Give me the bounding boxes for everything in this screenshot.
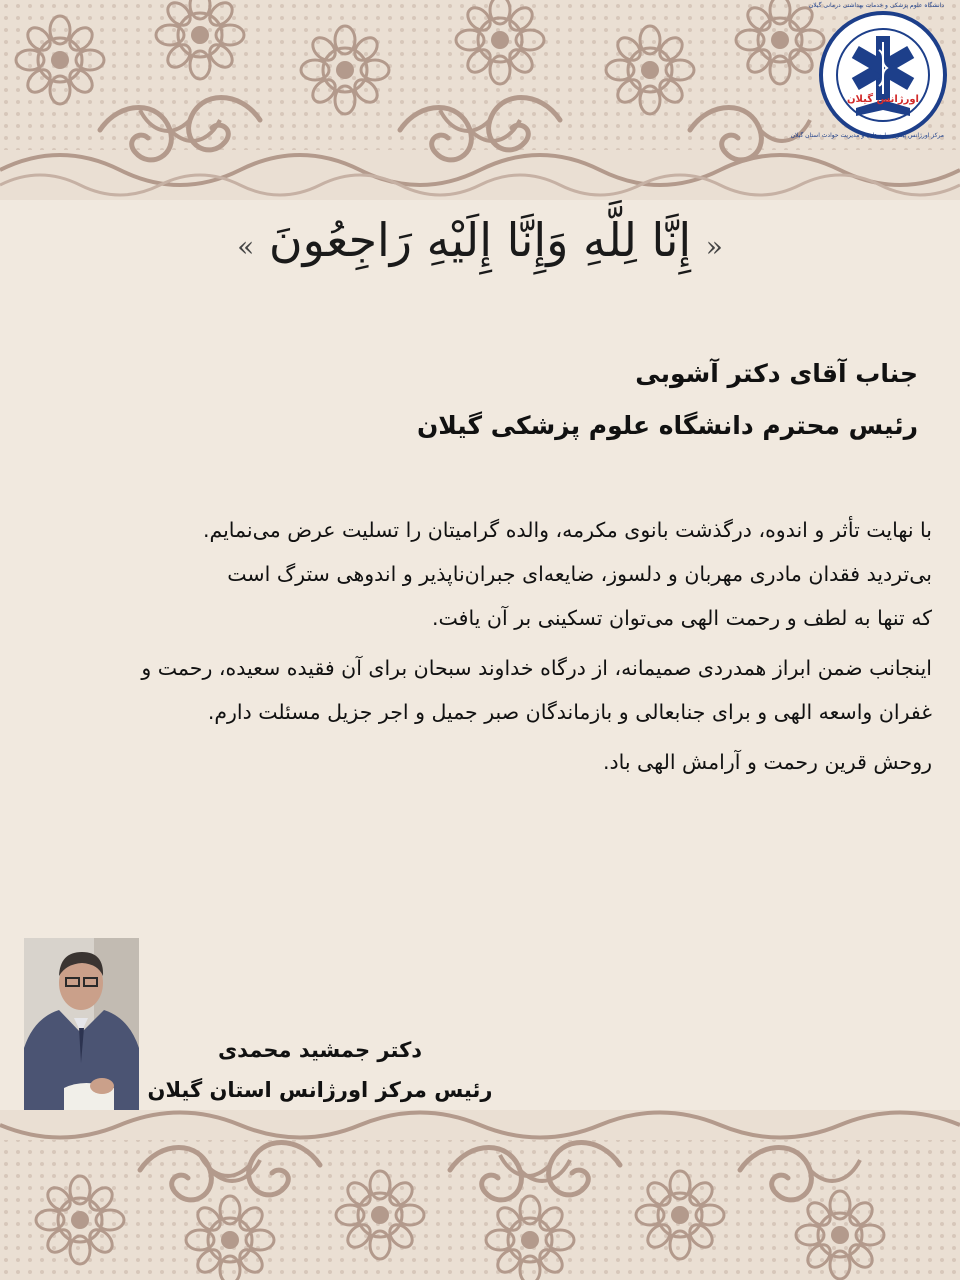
paragraph-line: اینجانب ضمن ابراز همدردی صمیمانه، از درگاه خداوند سبحان برای آن فقیده سعیده، رحمت و	[141, 656, 932, 680]
paragraph-line: غفران واسعه الهی و برای جنابعالی و بازماندگان صبر جمیل و اجر جزیل مسئلت دارم.	[207, 700, 932, 724]
paragraph-line: بی‌تردید فقدان مادری مهربان و دلسوز، ضایعه‌ای جبران‌ناپذیر و اندوهی سترگ است	[227, 562, 932, 586]
signatory-name: دکتر جمشید محمدی	[217, 1038, 423, 1062]
verse-open-quote: «	[705, 230, 723, 263]
logo-center-label: اورژانس گیلان	[847, 94, 919, 105]
signature-block	[140, 1030, 500, 1110]
logo-arc-text-top: دانشگاه علوم پزشکی و خدمات بهداشتی درمانی گیلان	[808, 2, 944, 9]
addressee-title: رئیس محترم دانشگاه علوم پزشکی گیلان	[416, 411, 918, 440]
paragraph-condolence	[26, 508, 932, 640]
verse-text: إِنَّا لِلَّهِ وَإِنَّا إِلَيْهِ رَاجِعُونَ	[268, 213, 692, 267]
verse-close-quote: »	[237, 230, 255, 263]
paragraph-line: با نهایت تأثر و اندوه، درگذشت بانوی مکرمه، والده گرامیتان را تسلیت عرض می‌نمایم.	[202, 518, 932, 542]
paragraph-line: که تنها به لطف و رحمت الهی می‌توان تسکینی بر آن یافت.	[432, 606, 932, 630]
paragraph-prayer	[26, 646, 932, 734]
bottom-lace-ornament	[0, 1110, 960, 1280]
logo-arc-text-bottom: مرکز اورژانس پیش بیمارستانی و مدیریت حوادث استان گیلان	[790, 132, 944, 139]
signatory-photo	[24, 938, 139, 1110]
paragraph-closing: روحش قرین رحمت و آرامش الهی باد.	[602, 750, 932, 774]
signatory-title: رئیس مرکز اورژانس استان گیلان	[147, 1078, 493, 1102]
letter-body	[26, 508, 932, 790]
addressee-name: جناب آقای دکتر آشوبی	[635, 359, 918, 388]
quranic-verse	[0, 195, 960, 292]
emergency-center-logo	[790, 10, 948, 140]
top-lace-ornament	[0, 0, 960, 200]
addressee-block	[218, 352, 918, 456]
